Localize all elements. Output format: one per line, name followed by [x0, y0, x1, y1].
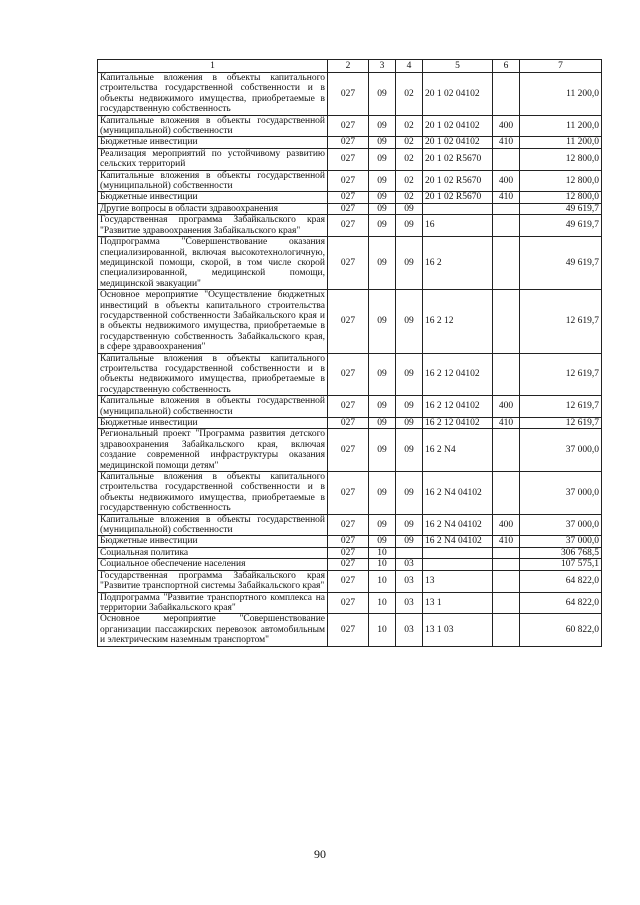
row-subsection: 02: [396, 115, 423, 137]
row-section: 09: [369, 148, 396, 170]
row-subsection: 09: [396, 396, 423, 418]
row-amount: 11 200,0: [520, 73, 602, 116]
row-subsection: 02: [396, 192, 423, 203]
row-expense-type: [493, 237, 520, 290]
row-target-article: 16 2: [423, 237, 493, 290]
row-section: 09: [369, 192, 396, 203]
row-expense-type: 400: [493, 115, 520, 137]
col-header-3: 3: [369, 60, 396, 73]
row-section: 09: [369, 429, 396, 472]
row-ministry-code: 027: [328, 514, 369, 536]
row-name: Капитальные вложения в объекты государственной (муниципальной) собственности: [98, 396, 328, 418]
row-section: 09: [369, 418, 396, 429]
row-ministry-code: 027: [328, 215, 369, 237]
table-row: [98, 592, 602, 614]
row-amount: 49 619,7: [520, 237, 602, 290]
row-name: Основное мероприятие "Осуществление бюджетных инвестиций в объекты капитального строительства государственной собственности Забайкальского края и в объекты недвижимого имущества, приобретаемые в государственную собственность Забайкальского края, в сфере здравоохранения": [98, 290, 328, 353]
row-amount: 12 619,7: [520, 290, 602, 353]
row-section: 09: [369, 290, 396, 353]
row-ministry-code: 027: [328, 429, 369, 472]
row-target-article: 16 2 12 04102: [423, 396, 493, 418]
row-section: 10: [369, 592, 396, 614]
row-section: 10: [369, 559, 396, 570]
row-target-article: 13 1: [423, 592, 493, 614]
row-subsection: [396, 547, 423, 558]
table-row: [98, 570, 602, 592]
row-amount: 306 768,5: [520, 547, 602, 558]
row-ministry-code: 027: [328, 536, 369, 547]
row-name: Государственная программа Забайкальского края "Развитие транспортной системы Забайкальского края": [98, 570, 328, 592]
row-section: 09: [369, 203, 396, 214]
row-ministry-code: 027: [328, 203, 369, 214]
table-row: [98, 559, 602, 570]
row-target-article: [423, 547, 493, 558]
row-target-article: 20 1 02 R5670: [423, 192, 493, 203]
row-section: 10: [369, 547, 396, 558]
row-target-article: 16: [423, 215, 493, 237]
row-target-article: 16 2 N4: [423, 429, 493, 472]
row-subsection: 09: [396, 203, 423, 214]
row-section: 09: [369, 472, 396, 515]
row-target-article: 16 2 N4 04102: [423, 514, 493, 536]
table-row: [98, 429, 602, 472]
row-ministry-code: 027: [328, 290, 369, 353]
col-header-7: 7: [520, 60, 602, 73]
row-ministry-code: 027: [328, 170, 369, 192]
table-row: [98, 547, 602, 558]
row-expense-type: [493, 290, 520, 353]
table-row: [98, 170, 602, 192]
row-expense-type: [493, 547, 520, 558]
row-target-article: 20 1 02 R5670: [423, 148, 493, 170]
row-name: Бюджетные инвестиции: [98, 418, 328, 429]
row-name: Капитальные вложения в объекты государственной (муниципальной) собственности: [98, 514, 328, 536]
row-name: Бюджетные инвестиции: [98, 192, 328, 203]
table-row: [98, 536, 602, 547]
row-subsection: 09: [396, 514, 423, 536]
row-ministry-code: 027: [328, 547, 369, 558]
table-header-row: [98, 60, 602, 73]
row-section: 09: [369, 137, 396, 148]
row-section: 09: [369, 73, 396, 116]
row-subsection: 03: [396, 614, 423, 646]
row-name: Капитальные вложения в объекты государственной (муниципальной) собственности: [98, 115, 328, 137]
row-target-article: 13 1 03: [423, 614, 493, 646]
row-amount: 107 575,1: [520, 559, 602, 570]
row-expense-type: [493, 429, 520, 472]
table-row: [98, 203, 602, 214]
row-amount: 12 800,0: [520, 148, 602, 170]
row-expense-type: 410: [493, 137, 520, 148]
row-subsection: 02: [396, 170, 423, 192]
row-target-article: 13: [423, 570, 493, 592]
page-number: 90: [314, 847, 326, 861]
row-expense-type: 400: [493, 396, 520, 418]
row-name: Региональный проект "Программа развития детского здравоохранения Забайкальского края, включая создание современной инфраструктуры оказания медицинской помощи детям": [98, 429, 328, 472]
row-amount: 11 200,0: [520, 115, 602, 137]
row-subsection: 09: [396, 429, 423, 472]
row-expense-type: 410: [493, 192, 520, 203]
row-section: 09: [369, 514, 396, 536]
row-expense-type: 400: [493, 170, 520, 192]
row-amount: 11 200,0: [520, 137, 602, 148]
row-amount: 49 619,7: [520, 215, 602, 237]
row-ministry-code: 027: [328, 559, 369, 570]
row-ministry-code: 027: [328, 353, 369, 396]
table-row: [98, 115, 602, 137]
row-name: Другие вопросы в области здравоохранения: [98, 203, 328, 214]
row-subsection: 02: [396, 137, 423, 148]
row-expense-type: [493, 148, 520, 170]
table-row: [98, 396, 602, 418]
row-amount: 64 822,0: [520, 592, 602, 614]
row-subsection: 02: [396, 73, 423, 116]
table-row: [98, 514, 602, 536]
row-ministry-code: 027: [328, 614, 369, 646]
row-expense-type: [493, 592, 520, 614]
row-subsection: 09: [396, 353, 423, 396]
row-amount: 60 822,0: [520, 614, 602, 646]
row-amount: 12 800,0: [520, 170, 602, 192]
table-row: [98, 614, 602, 646]
row-section: 09: [369, 536, 396, 547]
row-name: Реализация мероприятий по устойчивому развитию сельских территорий: [98, 148, 328, 170]
table-row: [98, 290, 602, 353]
row-subsection: 09: [396, 418, 423, 429]
row-name: Бюджетные инвестиции: [98, 137, 328, 148]
row-section: 09: [369, 115, 396, 137]
row-subsection: 02: [396, 148, 423, 170]
row-subsection: 09: [396, 472, 423, 515]
row-amount: 12 619,7: [520, 418, 602, 429]
row-target-article: 20 1 02 04102: [423, 137, 493, 148]
table-row: [98, 73, 602, 116]
row-expense-type: [493, 215, 520, 237]
row-ministry-code: 027: [328, 237, 369, 290]
row-target-article: 16 2 12 04102: [423, 418, 493, 429]
row-amount: 37 000,0: [520, 514, 602, 536]
row-amount: 64 822,0: [520, 570, 602, 592]
row-ministry-code: 027: [328, 115, 369, 137]
table-row: [98, 418, 602, 429]
row-target-article: 20 1 02 04102: [423, 115, 493, 137]
row-section: 09: [369, 215, 396, 237]
row-name: Социальное обеспечение населения: [98, 559, 328, 570]
row-ministry-code: 027: [328, 73, 369, 116]
row-subsection: 03: [396, 570, 423, 592]
row-amount: 37 000,0: [520, 472, 602, 515]
table-row: [98, 148, 602, 170]
row-expense-type: [493, 353, 520, 396]
col-header-2: 2: [328, 60, 369, 73]
row-subsection: 03: [396, 592, 423, 614]
row-expense-type: [493, 614, 520, 646]
row-target-article: 16 2 N4 04102: [423, 472, 493, 515]
row-subsection: 09: [396, 215, 423, 237]
row-ministry-code: 027: [328, 192, 369, 203]
row-expense-type: [493, 559, 520, 570]
row-section: 09: [369, 237, 396, 290]
row-name: Основное мероприятие "Совершенствование организации пассажирских перевозок автомобильным и электрическим наземным транспортом": [98, 614, 328, 646]
row-ministry-code: 027: [328, 137, 369, 148]
row-section: 09: [369, 170, 396, 192]
col-header-4: 4: [396, 60, 423, 73]
row-target-article: 20 1 02 R5670: [423, 170, 493, 192]
row-subsection: 03: [396, 559, 423, 570]
row-expense-type: [493, 203, 520, 214]
table-row: [98, 472, 602, 515]
row-name: Капитальные вложения в объекты государственной (муниципальной) собственности: [98, 170, 328, 192]
row-amount: 12 619,7: [520, 353, 602, 396]
row-amount: 37 000,0: [520, 429, 602, 472]
row-ministry-code: 027: [328, 570, 369, 592]
col-header-1: 1: [98, 60, 328, 73]
row-target-article: 16 2 N4 04102: [423, 536, 493, 547]
row-target-article: [423, 559, 493, 570]
row-section: 09: [369, 396, 396, 418]
table-row: [98, 192, 602, 203]
row-ministry-code: 027: [328, 472, 369, 515]
row-subsection: 09: [396, 536, 423, 547]
row-section: 09: [369, 353, 396, 396]
table-row: [98, 237, 602, 290]
row-subsection: 09: [396, 290, 423, 353]
row-subsection: 09: [396, 237, 423, 290]
row-expense-type: 410: [493, 536, 520, 547]
table-row: [98, 353, 602, 396]
row-ministry-code: 027: [328, 418, 369, 429]
col-header-5: 5: [423, 60, 493, 73]
row-name: Капитальные вложения в объекты капитального строительства государственной собственности и в объекты недвижимого имущества, приобретаемые в государственную собственность: [98, 73, 328, 116]
row-expense-type: [493, 570, 520, 592]
row-amount: 12 800,0: [520, 192, 602, 203]
row-target-article: [423, 203, 493, 214]
row-name: Капитальные вложения в объекты капитального строительства государственной собственности и в объекты недвижимого имущества, приобретаемые в государственную собственность: [98, 353, 328, 396]
row-target-article: 16 2 12 04102: [423, 353, 493, 396]
row-section: 10: [369, 614, 396, 646]
row-amount: 12 619,7: [520, 396, 602, 418]
table-row: [98, 137, 602, 148]
row-name: Подпрограмма "Совершенствование оказания специализированной, включая высокотехнологичную, медицинской помощи, скорой, в том числе скорой специализированной, медицинской помощи, медицинской эвакуации": [98, 237, 328, 290]
row-amount: 37 000,0: [520, 536, 602, 547]
row-name: Капитальные вложения в объекты капитального строительства государственной собственности и в объекты недвижимого имущества, приобретаемые в государственную собственность: [98, 472, 328, 515]
row-amount: 49 619,7: [520, 203, 602, 214]
row-name: Бюджетные инвестиции: [98, 536, 328, 547]
row-name: Государственная программа Забайкальского края "Развитие здравоохранения Забайкальского края": [98, 215, 328, 237]
row-ministry-code: 027: [328, 592, 369, 614]
table-row: [98, 215, 602, 237]
row-expense-type: 410: [493, 418, 520, 429]
row-name: Подпрограмма "Развитие транспортного комплекса на территории Забайкальского края": [98, 592, 328, 614]
row-target-article: 16 2 12: [423, 290, 493, 353]
row-ministry-code: 027: [328, 396, 369, 418]
row-expense-type: [493, 472, 520, 515]
row-target-article: 20 1 02 04102: [423, 73, 493, 116]
row-ministry-code: 027: [328, 148, 369, 170]
row-section: 10: [369, 570, 396, 592]
budget-table: [97, 59, 602, 647]
row-name: Социальная политика: [98, 547, 328, 558]
row-expense-type: [493, 73, 520, 116]
col-header-6: 6: [493, 60, 520, 73]
row-expense-type: 400: [493, 514, 520, 536]
